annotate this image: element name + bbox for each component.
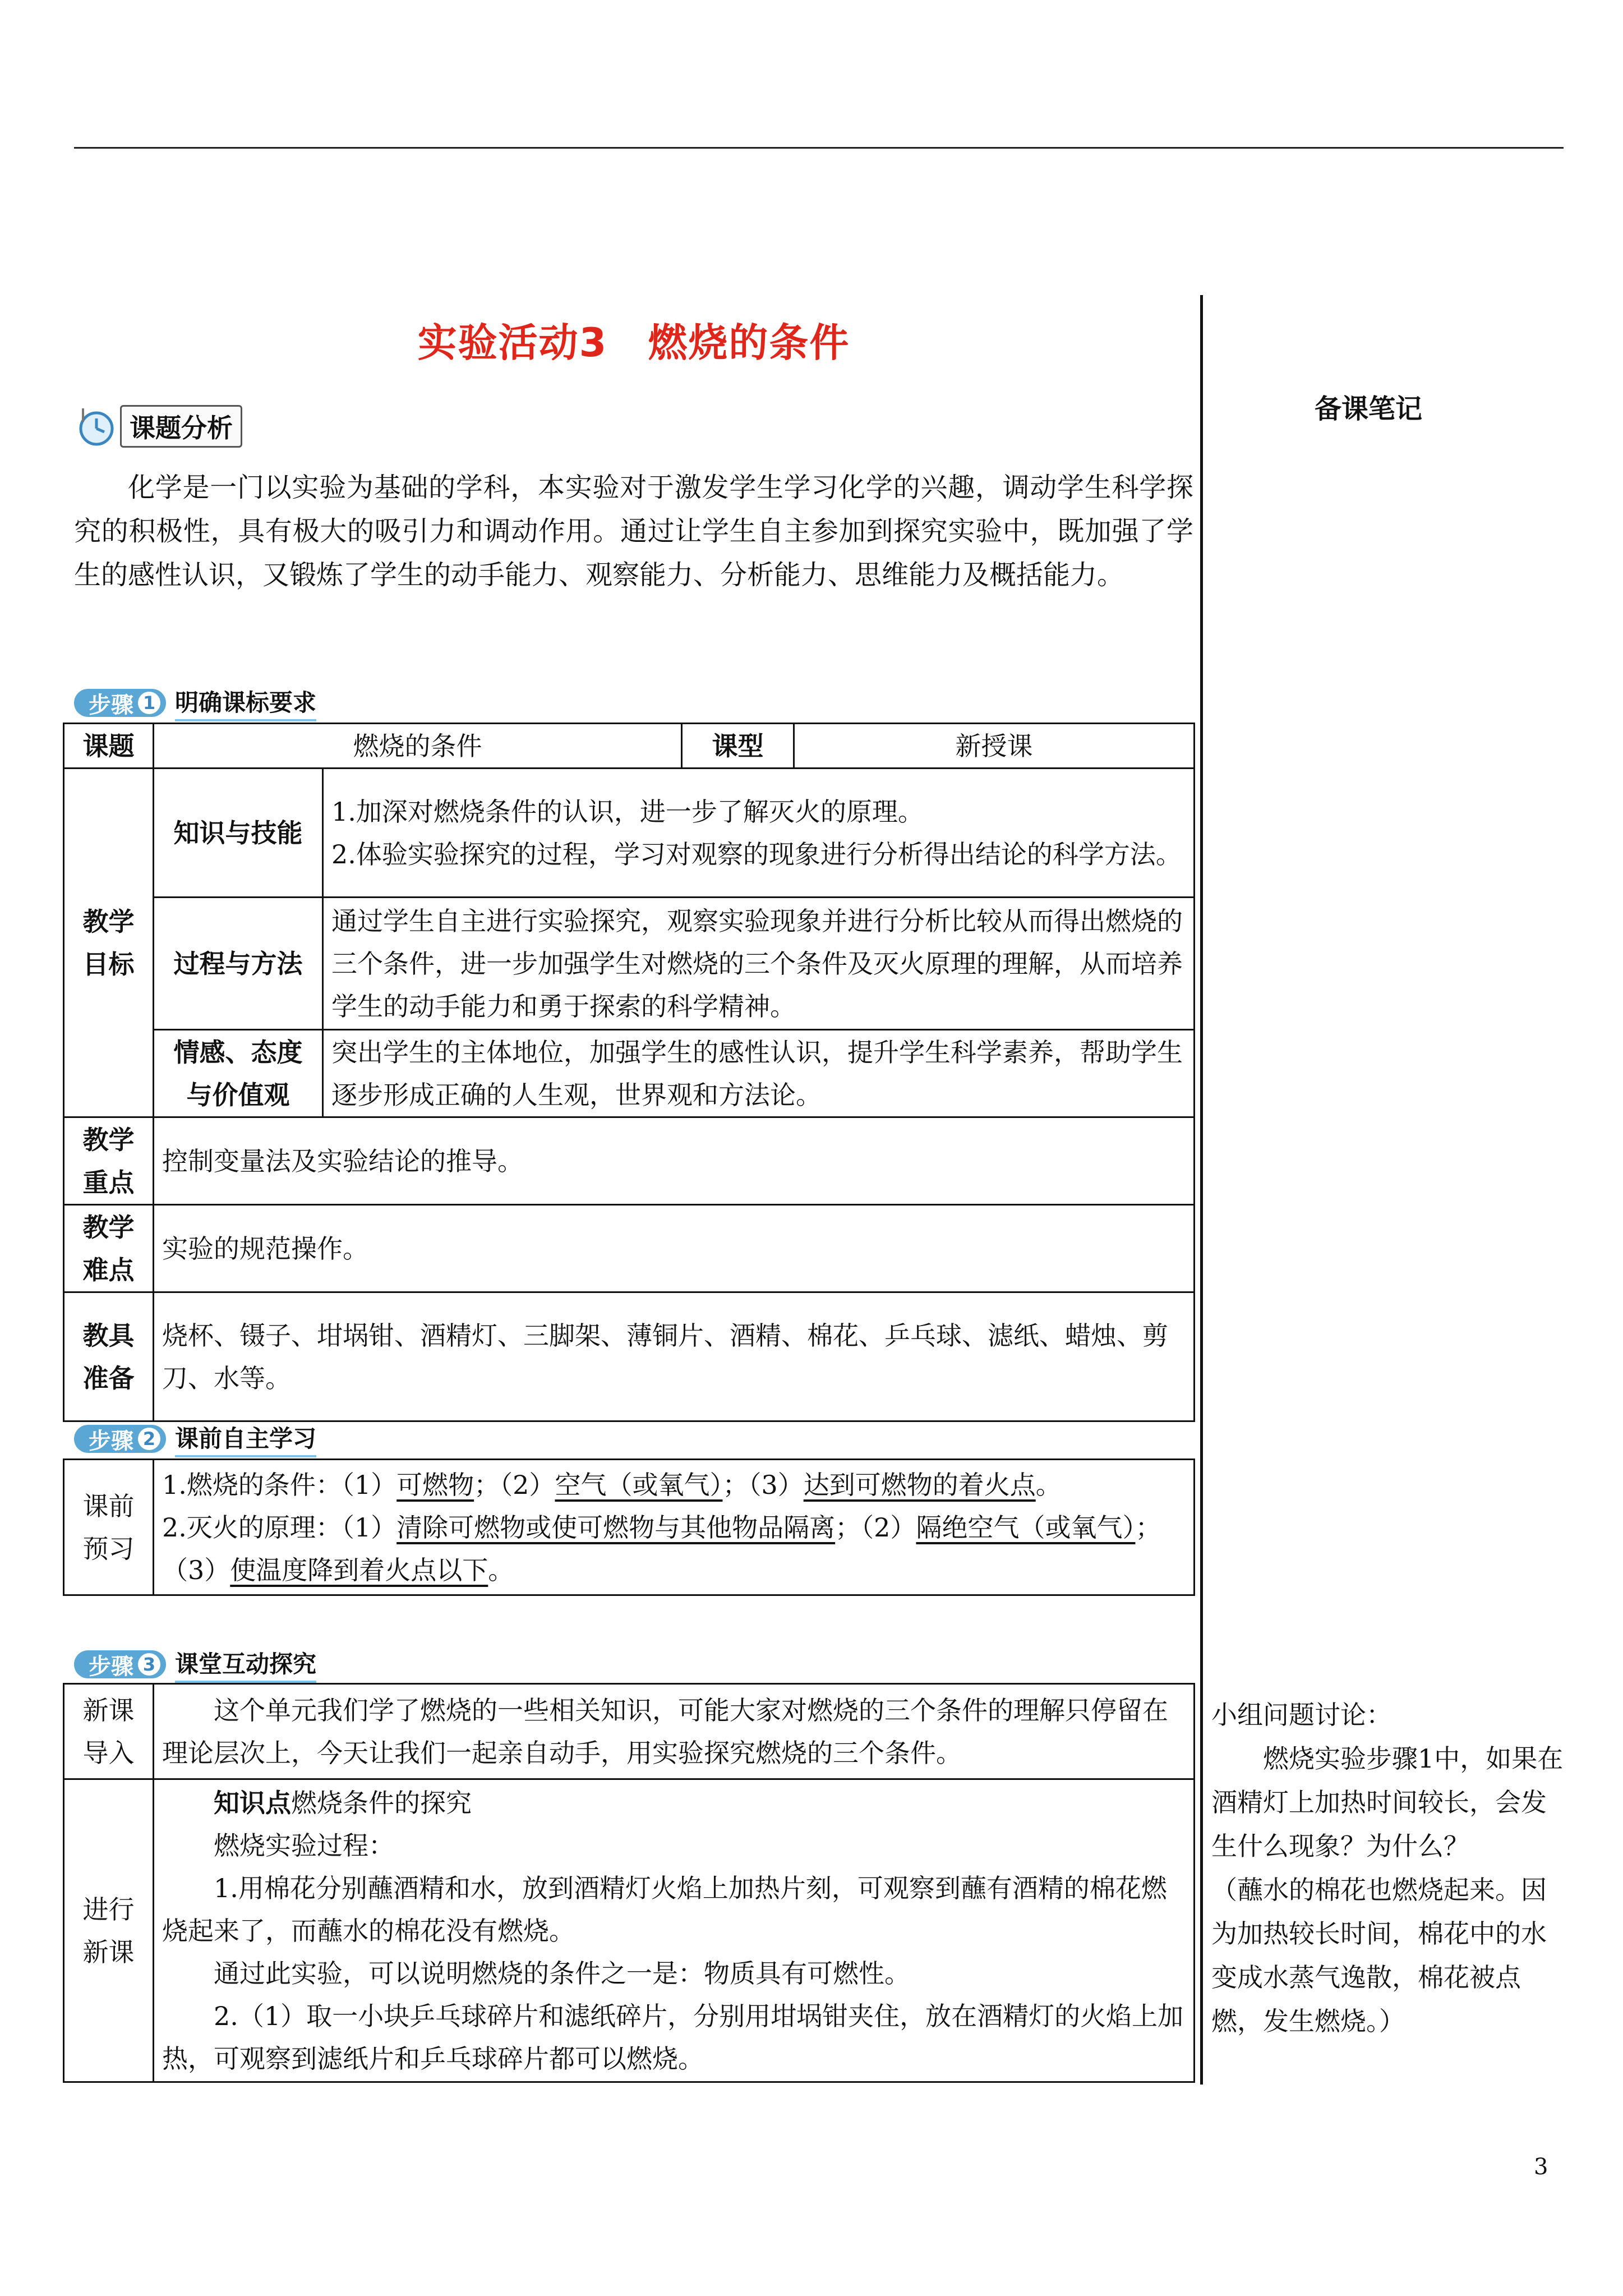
- difficulty-value: 实验的规范操作。: [154, 1205, 1195, 1292]
- new-lesson-content: [154, 1779, 1195, 2082]
- tools-header: 教具准备: [64, 1292, 154, 1421]
- side-note-question: 燃烧实验步骤1中，如果在酒精灯上加热时间较长，会发生什么现象？为什么？: [1211, 1743, 1564, 1861]
- step3-badge: 步骤 3: [74, 1650, 166, 1678]
- emotion-header: 情感、态度与价值观: [154, 1030, 323, 1117]
- topic-value: 燃烧的条件: [154, 724, 682, 769]
- knowledge-header: 知识与技能: [154, 769, 323, 898]
- step2-label: 课前自主学习: [175, 1420, 316, 1457]
- intro-content: 这个单元我们学了燃烧的一些相关知识，可能大家对燃烧的三个条件的理解只停留在理论层次上，今天让我们一起亲自动手，用实验探究燃烧的三个条件。: [154, 1684, 1195, 1779]
- step3-number: 3: [138, 1653, 160, 1676]
- step2-badge: 步骤 2: [74, 1425, 166, 1453]
- step1-header: [74, 688, 316, 718]
- step3-header: [74, 1649, 316, 1680]
- procedure-heading: 燃烧实验过程：: [214, 1830, 394, 1861]
- preview-table: [63, 1458, 1195, 1596]
- extinguishing-principles: 2.灭火的原理：（1）清除可燃物或使可燃物与其他物品隔离；（2）隔绝空气（或氧气）；（3）使温度降到着火点以下。: [162, 1512, 1161, 1585]
- page-title: 实验活动3 燃烧的条件: [417, 320, 850, 366]
- step2-number: 2: [138, 1428, 160, 1450]
- notes-title: 备课笔记: [1314, 393, 1422, 425]
- analysis-section-tag: [74, 407, 242, 446]
- preview-header: 课前预习: [64, 1460, 154, 1595]
- preview-content: [154, 1460, 1195, 1595]
- experiment-step-2: 2.（1）取一小块乒乓球碎片和滤纸碎片，分别用坩埚钳夹住，放在酒精灯的火焰上加热，可观察到滤纸片和乒乓球碎片都可以燃烧。: [162, 2000, 1184, 2074]
- step3-label: 课堂互动探究: [175, 1646, 316, 1683]
- difficulty-header: 教学难点: [64, 1205, 154, 1292]
- process-value: 通过学生自主进行实验探究，观察实验现象并进行分析比较从而得出燃烧的三个条件，进一步加强学生对燃烧的三个条件及灭火原理的理解，从而培养学生的动手能力和勇于探索的科学精神。: [323, 898, 1195, 1030]
- notes-column-divider: [1200, 295, 1203, 2085]
- key-point-header: 教学重点: [64, 1117, 154, 1205]
- process-header: 过程与方法: [154, 898, 323, 1030]
- step2-header: [74, 1424, 316, 1454]
- analysis-label: 课题分析: [120, 405, 242, 448]
- knowledge-point: 知识点燃烧条件的探究: [214, 1787, 472, 1818]
- header-rule: [74, 147, 1564, 149]
- experiment-step-1-conclusion: 通过此实验，可以说明燃烧的条件之一是：物质具有可燃性。: [214, 1958, 910, 1989]
- interaction-table: [63, 1683, 1195, 2083]
- intro-header: 新课导入: [64, 1684, 154, 1779]
- emotion-value: 突出学生的主体地位，加强学生的感性认识，提升学生科学素养，帮助学生逐步形成正确的人生观，世界观和方法论。: [323, 1030, 1195, 1117]
- analysis-paragraph: 化学是一门以实验为基础的学科，本实验对于激发学生学习化学的兴趣，调动学生科学探究的积极性，具有极大的吸引力和调动作用。通过让学生自主参加到探究实验中，既加强了学生的感性认识，又锻炼了学生的动手能力、观察能力、分析能力、思维能力及概括能力。: [74, 472, 1193, 591]
- page-number: 3: [1534, 2154, 1548, 2180]
- experiment-step-1: 1.用棉花分别蘸酒精和水，放到酒精灯火焰上加热片刻，可观察到蘸有酒精的棉花燃烧起来了，而蘸水的棉花没有燃烧。: [162, 1872, 1167, 1946]
- side-note: [1211, 1693, 1570, 2043]
- type-header: 课型: [682, 724, 794, 769]
- topic-header: 课题: [64, 724, 154, 769]
- type-value: 新授课: [794, 724, 1195, 769]
- step1-label: 明确课标要求: [175, 684, 316, 721]
- curriculum-table: [63, 723, 1195, 1422]
- step1-badge: 步骤 1: [74, 689, 166, 717]
- key-point-value: 控制变量法及实验结论的推导。: [154, 1117, 1195, 1205]
- side-note-title: 小组问题讨论：: [1211, 1700, 1392, 1730]
- side-note-answer: （蘸水的棉花也燃烧起来。因为加热较长时间，棉花中的水变成水蒸气逸散，棉花被点燃，发生燃烧。）: [1211, 1875, 1547, 2036]
- clock-icon: [74, 405, 117, 448]
- step1-number: 1: [138, 692, 160, 714]
- tools-value: 烧杯、镊子、坩埚钳、酒精灯、三脚架、薄铜片、酒精、棉花、乒乓球、滤纸、蜡烛、剪刀、水等。: [154, 1292, 1195, 1421]
- knowledge-value: 1.加深对燃烧条件的认识，进一步了解灭火的原理。 2.体验实验探究的过程，学习对观察的现象进行分析得出结论的科学方法。: [323, 769, 1195, 898]
- combustion-conditions: 1.燃烧的条件：（1）可燃物；（2）空气（或氧气）；（3）达到可燃物的着火点。: [162, 1469, 1062, 1500]
- goals-header: 教学目标: [64, 769, 154, 1117]
- new-lesson-header: 进行新课: [64, 1779, 154, 2082]
